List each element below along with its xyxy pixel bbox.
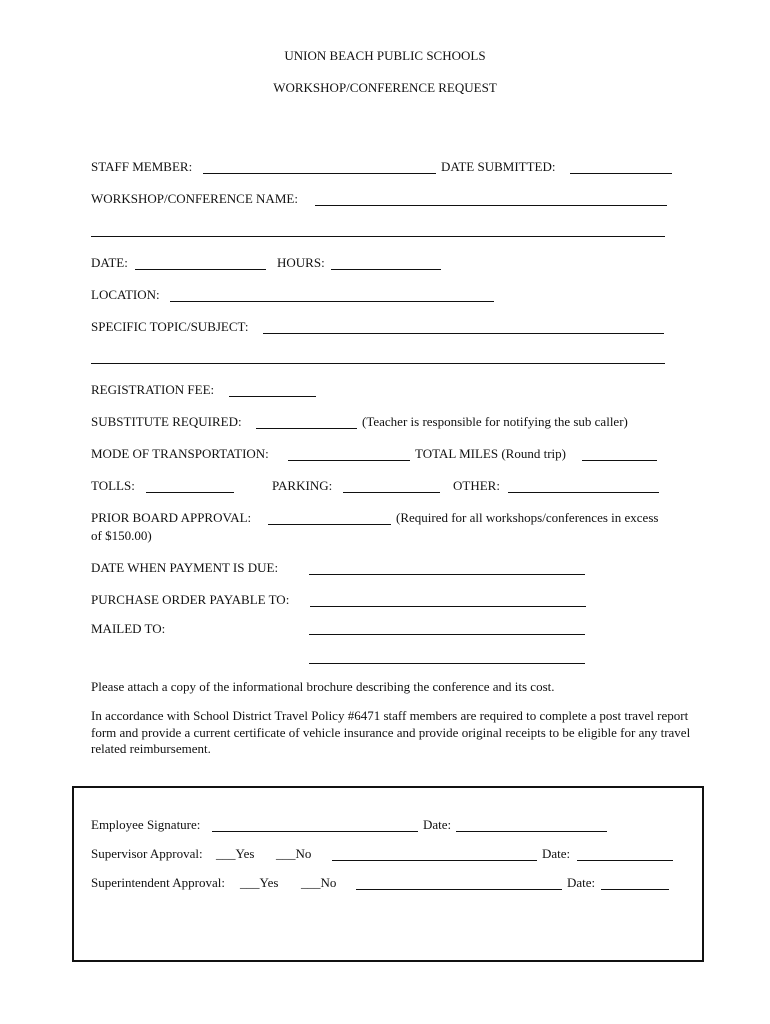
location-label: LOCATION:: [91, 287, 160, 302]
prior-board-note: (Required for all workshops/conferences in excess: [396, 510, 659, 525]
substitute-required-line[interactable]: [256, 428, 357, 429]
mailed-to-line[interactable]: [309, 634, 585, 635]
employee-signature-label: Employee Signature:: [91, 817, 201, 832]
transportation-line[interactable]: [288, 460, 410, 461]
payment-due-label: DATE WHEN PAYMENT IS DUE:: [91, 560, 279, 575]
location-line[interactable]: [170, 301, 494, 302]
tolls-line[interactable]: [146, 492, 234, 493]
workshop-name-line[interactable]: [315, 205, 667, 206]
transportation-label: MODE OF TRANSPORTATION:: [91, 446, 269, 461]
other-label: OTHER:: [453, 478, 500, 493]
date-submitted-line[interactable]: [570, 173, 672, 174]
supervisor-date-label: Date:: [542, 846, 571, 861]
prior-board-approval-label: PRIOR BOARD APPROVAL:: [91, 510, 252, 525]
total-miles-label: TOTAL MILES (Round trip): [415, 446, 566, 461]
superintendent-date-label: Date:: [567, 875, 596, 890]
substitute-note: (Teacher is responsible for notifying the sub caller): [362, 414, 628, 429]
superintendent-no-option[interactable]: ___No: [301, 875, 337, 890]
prior-board-note-cont: of $150.00): [91, 528, 152, 543]
topic-label: SPECIFIC TOPIC/SUBJECT:: [91, 319, 249, 334]
po-payable-line[interactable]: [310, 606, 586, 607]
mailed-to-line-2[interactable]: [309, 663, 585, 664]
payment-due-line[interactable]: [309, 574, 585, 575]
workshop-name-label: WORKSHOP/CONFERENCE NAME:: [91, 191, 298, 206]
topic-line[interactable]: [263, 333, 664, 334]
supervisor-date-line[interactable]: [577, 860, 673, 861]
travel-policy-note: In accordance with School District Travel Policy #6471 staff members are required to complete a post travel report form and provide a current certificate of vehicle insurance and provide original receipts to be eligible for any travel related reimbursement.: [91, 708, 691, 756]
parking-line[interactable]: [343, 492, 440, 493]
supervisor-yes-option[interactable]: ___Yes: [216, 846, 255, 861]
prior-board-approval-line[interactable]: [268, 524, 391, 525]
superintendent-date-line[interactable]: [601, 889, 669, 890]
form-title: WORKSHOP/CONFERENCE REQUEST: [273, 80, 497, 95]
registration-fee-label: REGISTRATION FEE:: [91, 382, 215, 397]
tolls-label: TOLLS:: [91, 478, 135, 493]
date-line[interactable]: [135, 269, 266, 270]
staff-member-line[interactable]: [203, 173, 436, 174]
date-label: DATE:: [91, 255, 128, 270]
supervisor-no-option[interactable]: ___No: [276, 846, 312, 861]
employee-signature-line[interactable]: [212, 831, 418, 832]
signature-box: [72, 786, 704, 962]
superintendent-signature-line[interactable]: [356, 889, 562, 890]
date-submitted-label: DATE SUBMITTED:: [441, 159, 556, 174]
hours-line[interactable]: [331, 269, 441, 270]
topic-line-2[interactable]: [91, 363, 665, 364]
supervisor-approval-label: Supervisor Approval:: [91, 846, 203, 861]
mailed-to-label: MAILED TO:: [91, 621, 166, 636]
parking-label: PARKING:: [272, 478, 333, 493]
attach-brochure-note: Please attach a copy of the informational brochure describing the conference and its cost.: [91, 679, 555, 694]
staff-member-label: STAFF MEMBER:: [91, 159, 193, 174]
workshop-name-line-2[interactable]: [91, 236, 665, 237]
employee-date-label: Date:: [423, 817, 452, 832]
registration-fee-line[interactable]: [229, 396, 316, 397]
school-name: UNION BEACH PUBLIC SCHOOLS: [284, 48, 486, 63]
superintendent-approval-label: Superintendent Approval:: [91, 875, 225, 890]
total-miles-line[interactable]: [582, 460, 657, 461]
substitute-required-label: SUBSTITUTE REQUIRED:: [91, 414, 242, 429]
hours-label: HOURS:: [277, 255, 325, 270]
superintendent-yes-option[interactable]: ___Yes: [240, 875, 279, 890]
supervisor-signature-line[interactable]: [332, 860, 537, 861]
employee-date-line[interactable]: [456, 831, 607, 832]
po-payable-label: PURCHASE ORDER PAYABLE TO:: [91, 592, 290, 607]
other-line[interactable]: [508, 492, 659, 493]
